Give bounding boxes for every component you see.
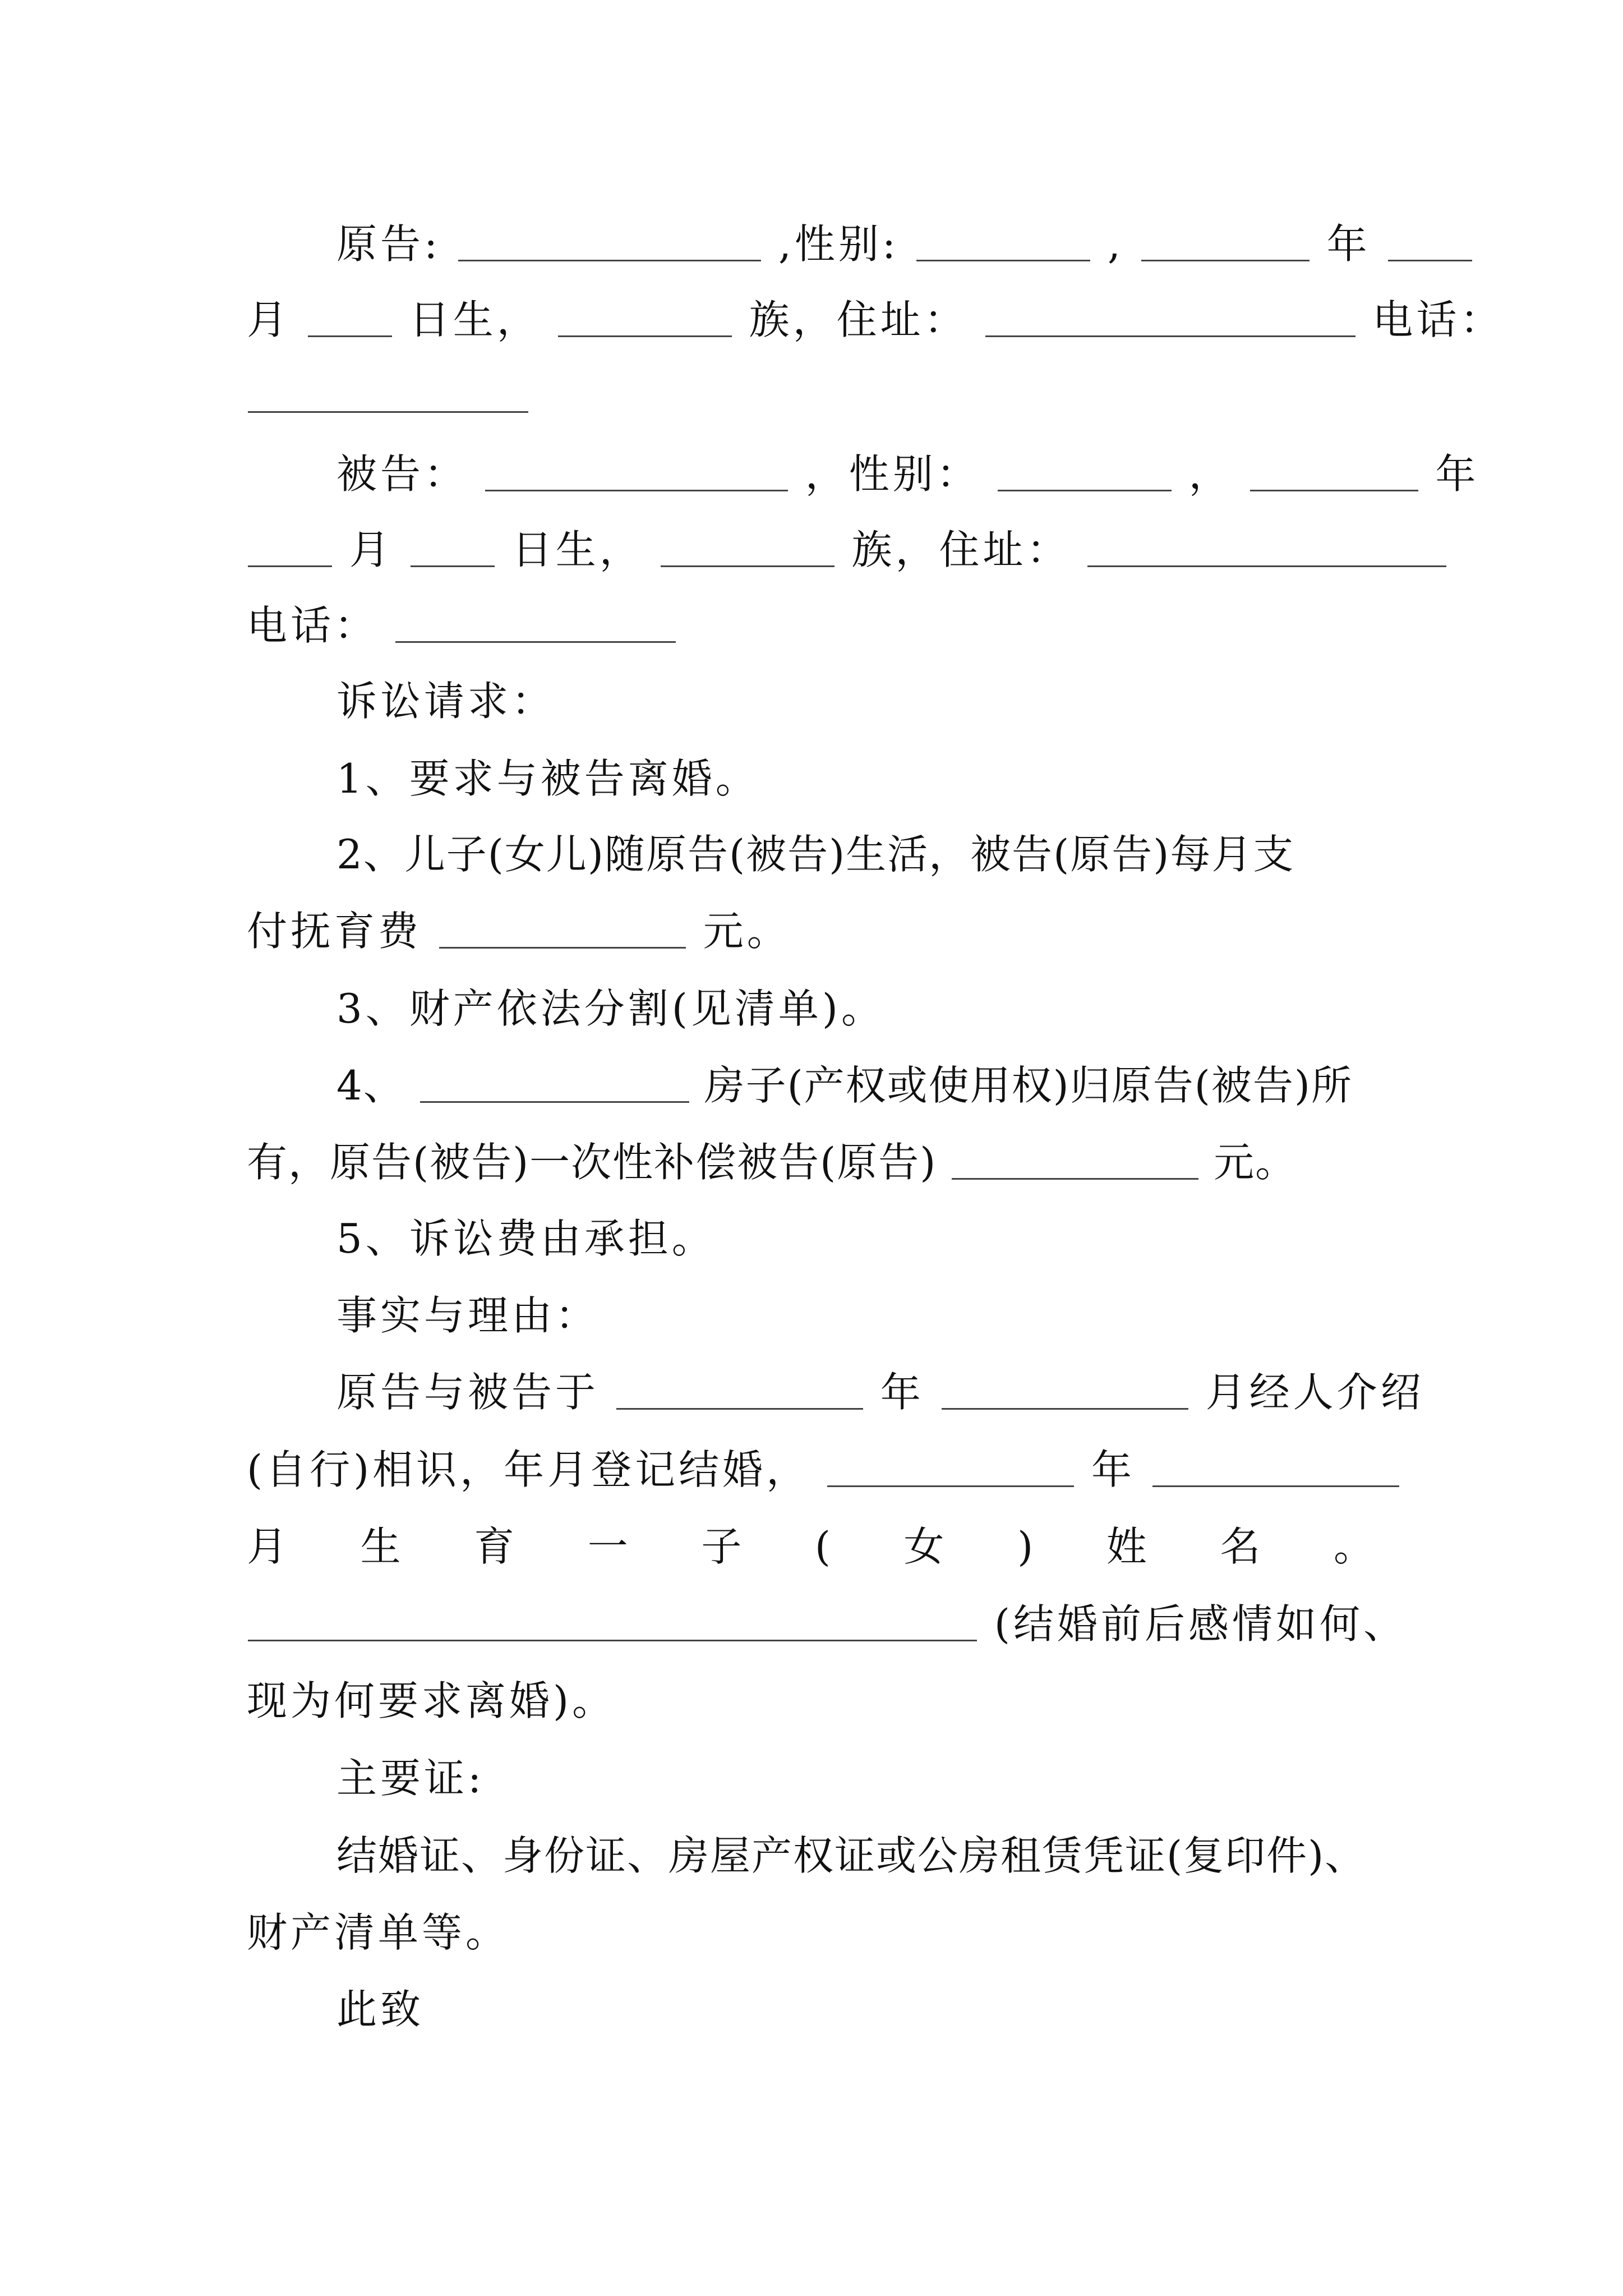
plaintiff-line-2 [247, 292, 1504, 348]
claim-item-4-number: 4、 [336, 1062, 405, 1109]
claim-item-1: 1、要求与被告离婚。 [336, 755, 759, 802]
claim-item-4-unit: 元。 [1214, 1139, 1297, 1186]
facts-text-3: (自行)相识，年月登记结婚， [247, 1446, 810, 1493]
closing-salutation: 此致 [336, 1986, 425, 2033]
defendant-year-label: 年 [1435, 450, 1479, 498]
plaintiff-phone-label: 电话： [1372, 296, 1504, 343]
facts-line-3 [247, 1519, 1374, 1575]
compensation-amount-blank [952, 1143, 1198, 1180]
defendant-phone-blank [395, 606, 676, 643]
claim-item-2-unit: 元。 [703, 908, 791, 955]
facts-char: 生 [360, 1523, 401, 1570]
claim-item-3: 3、财产依法分割(见清单)。 [336, 985, 885, 1032]
claim-item-4-line-2 [247, 1134, 1385, 1190]
defendant-label: 被告： [336, 450, 468, 498]
defendant-birth-year-blank [1250, 455, 1418, 491]
claim-item-4-text: 房子(产权或使用权)归原告(被告)所 [704, 1062, 1353, 1109]
plaintiff-phone-blank [248, 376, 528, 413]
defendant-month-label: 月 [349, 526, 393, 573]
defendant-name-blank [485, 455, 788, 491]
facts-line-2 [247, 1442, 1385, 1498]
defendant-ethnicity-blank [661, 531, 834, 567]
facts-char: ( [814, 1523, 831, 1570]
claim-item-2-line-2 [247, 903, 1385, 959]
facts-char: 一 [587, 1523, 628, 1570]
facts-char: 姓 [1106, 1523, 1147, 1570]
defendant-line-3 [247, 597, 1385, 654]
facts-line-4 [247, 1596, 1407, 1652]
facts-year-label: 年 [880, 1369, 924, 1416]
defendant-day-label: 日生， [511, 526, 643, 573]
plaintiff-year-label: 年 [1326, 220, 1371, 268]
defendant-birth-day-blank [411, 531, 495, 567]
plaintiff-label: 原告: [336, 220, 441, 268]
claim-item-4-line-1 [336, 1057, 1385, 1114]
defendant-comma: ， [1188, 450, 1233, 498]
facts-char: ) [1017, 1523, 1034, 1570]
plaintiff-month-label: 月 [247, 296, 291, 343]
house-location-blank [420, 1066, 689, 1103]
plaintiff-birth-year-blank [1141, 225, 1310, 261]
facts-text-1: 原告与被告于 [336, 1369, 600, 1416]
child-name-blank [248, 1605, 977, 1641]
defendant-ethnic-label: 族，住址： [851, 526, 1071, 573]
claim-item-2-line-1: 2、儿子(女儿)随原告(被告)生活，被告(原告)每月支 [336, 831, 1295, 878]
claims-heading: 诉讼请求： [336, 678, 556, 725]
plaintiff-gender-blank [916, 225, 1090, 261]
defendant-line-2 [247, 522, 1385, 578]
claim-item-2-text: 付抚育费 [247, 908, 422, 955]
child-birth-year-blank [827, 1451, 1074, 1487]
plaintiff-comma: , [1107, 220, 1124, 268]
facts-char: 育 [474, 1523, 515, 1570]
plaintiff-birth-day-blank [308, 301, 392, 337]
plaintiff-ethnicity-blank [558, 301, 732, 337]
defendant-phone-label: 电话： [247, 602, 379, 649]
child-birth-month-blank [1152, 1451, 1399, 1487]
facts-char: 子 [701, 1523, 742, 1570]
defendant-gender-label: ，性别： [805, 450, 980, 498]
plaintiff-line-3 [247, 367, 1385, 424]
child-support-amount-blank [439, 912, 686, 949]
plaintiff-name-blank [458, 225, 761, 261]
plaintiff-day-label: 日生， [409, 296, 541, 343]
defendant-address-blank [1087, 531, 1446, 567]
facts-heading: 事实与理由： [336, 1292, 600, 1339]
evidence-heading: 主要证: [336, 1755, 485, 1802]
facts-text-2: 月经人介绍 [1205, 1369, 1424, 1416]
meeting-year-blank [616, 1373, 863, 1410]
plaintiff-birth-month-blank [1388, 225, 1472, 261]
plaintiff-gender-label: ,性别: [778, 220, 900, 268]
evidence-line-1: 结婚证、身份证、房屋产权证或公房租赁凭证(复印件)、 [336, 1832, 1367, 1879]
facts-line-5: 现为何要求离婚)。 [247, 1677, 616, 1724]
evidence-line-2: 财产清单等。 [247, 1909, 510, 1956]
facts-char: 。 [1333, 1523, 1374, 1570]
defendant-gender-blank [998, 455, 1172, 491]
facts-year-label-2: 年 [1091, 1446, 1135, 1493]
facts-char: 女 [903, 1523, 944, 1570]
facts-char: 名 [1220, 1523, 1261, 1570]
claim-item-4-text-2: 有，原告(被告)一次性补偿被告(原告) [247, 1139, 937, 1186]
facts-char: 月 [247, 1523, 288, 1570]
facts-line-1 [336, 1364, 1424, 1420]
plaintiff-line-1 [336, 216, 1385, 272]
plaintiff-ethnic-label: 族，住址： [749, 296, 968, 343]
plaintiff-address-blank [985, 301, 1355, 337]
claim-item-5: 5、诉讼费由承担。 [336, 1215, 716, 1262]
meeting-month-blank [942, 1373, 1188, 1410]
defendant-birth-month-blank [248, 531, 332, 567]
facts-text-4: (结婚前后感情如何、 [994, 1600, 1407, 1648]
defendant-line-1 [336, 446, 1479, 502]
